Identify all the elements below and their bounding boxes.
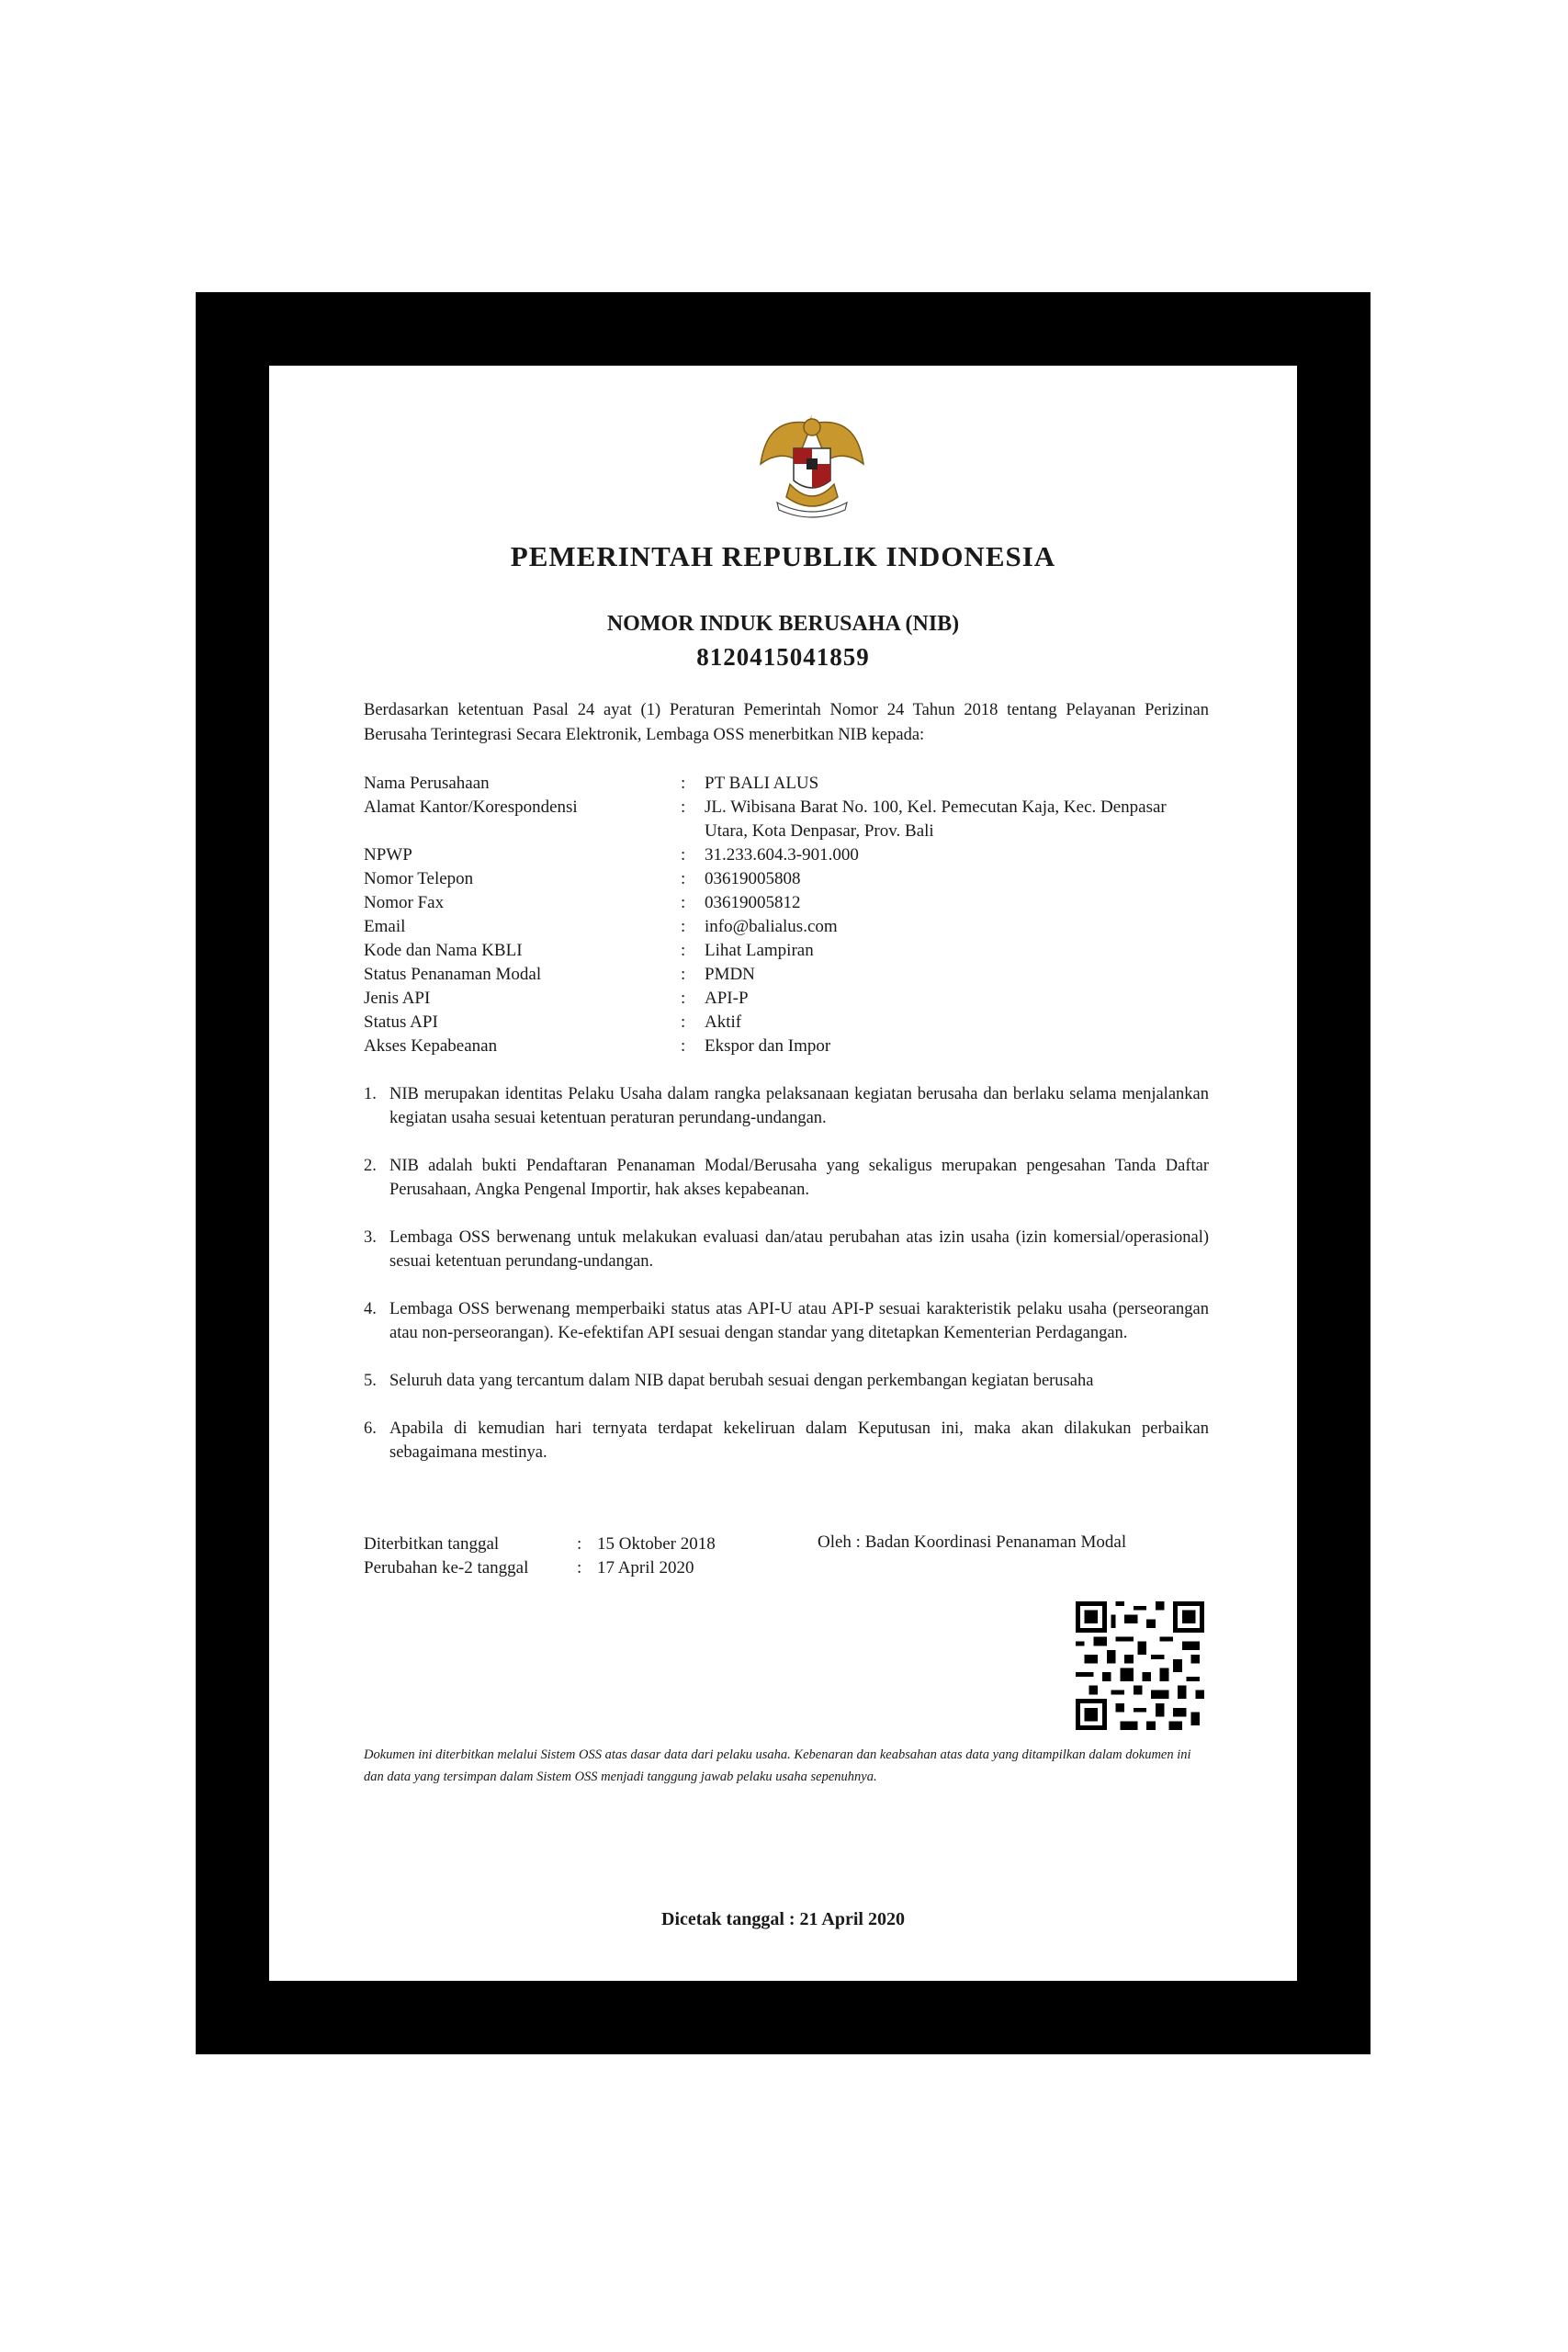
field-value: JL. Wibisana Barat No. 100, Kel. Pemecutan Kaja, Kec. Denpasar Utara, Kota Denpasar, Prov. Bali [705, 797, 1167, 841]
disclaimer: Dokumen ini diterbitkan melalui Sistem OSS atas dasar data dari pelaku usaha. Kebenaran dan keabsahan atas data yang ditampilkan dalam dokumen ini dan data yang tersimpan dalam Sistem OSS menjadi tanggung jawab pelaku usaha sepenuhnya. [364, 1747, 1191, 1784]
field-value: PT BALI ALUS [705, 774, 819, 793]
field-value: PMDN [705, 965, 755, 984]
field-value: info@balialus.com [705, 917, 838, 936]
field-row: Nama Perusahaan : PT BALI ALUS [364, 772, 1209, 796]
field-row: Jenis API : API-P [364, 987, 1209, 1011]
field-row: Nomor Telepon : 03619005808 [364, 867, 1209, 891]
field-row: Status Penanaman Modal : PMDN [364, 963, 1209, 987]
list-item: 6. Apabila di kemudian hari ternyata terdapat kekeliruan dalam Keputusan ini, maka akan dilakukan perbaikan sebagaimana mestinya. [364, 1419, 1209, 1462]
company-details [364, 772, 1209, 1058]
list-item: 1. NIB merupakan identitas Pelaku Usaha dalam rangka pelaksanaan kegiatan berusaha dan berlaku selama menjalankan kegiatan usaha sesuai ketentuan peraturan perundang-undangan. [364, 1085, 1209, 1127]
field-label: Nama Perusahaan [364, 774, 490, 793]
field-value: 03619005812 [705, 893, 801, 912]
list-item: 3. Lembaga OSS berwenang untuk melakukan evaluasi dan/atau perubahan atas izin usaha (izin komersial/operasional) sesuai ketentuan perundang-undangan. [364, 1228, 1209, 1271]
field-label: Nomor Telepon [364, 869, 474, 888]
black-frame [196, 292, 1371, 2054]
field-row: Kode dan Nama KBLI : Lihat Lampiran [364, 939, 1209, 963]
notes-list [364, 1082, 1209, 1488]
field-value: API-P [705, 989, 749, 1008]
document-title: NOMOR INDUK BERUSAHA (NIB) [606, 612, 960, 636]
field-label: Email [364, 917, 406, 936]
issuer: Oleh : Badan Koordinasi Penanaman Modal [818, 1532, 1127, 1552]
changed-date: 17 April 2020 [597, 1558, 694, 1577]
issue-dates: Diterbitkan tanggal : 15 Oktober 2018 Perubahan ke-2 tanggal : 17 April 2020 [364, 1532, 716, 1580]
field-value: Ekspor dan Impor [705, 1036, 831, 1056]
list-item: 5. Seluruh data yang tercantum dalam NIB dapat berubah sesuai dengan perkembangan kegiatan berusaha [364, 1372, 1094, 1390]
changed-label: Perubahan ke-2 tanggal [364, 1558, 529, 1577]
field-label: Akses Kepabeanan [364, 1036, 498, 1056]
issued-label: Diterbitkan tanggal [364, 1534, 500, 1554]
field-label: Kode dan Nama KBLI [364, 941, 523, 960]
issued-date: 15 Oktober 2018 [597, 1534, 716, 1554]
field-label: Status API [364, 1012, 438, 1032]
printed-date: Dicetak tanggal : 21 April 2020 [661, 1909, 905, 1929]
field-row: Nomor Fax : 03619005812 [364, 891, 1209, 915]
list-item: 4. Lembaga OSS berwenang memperbaiki status atas API-U atau API-P sesuai karakteristik pelaku usaha (perseorangan atau non-perseorangan). Ke-efektifan API sesuai dengan standar yang ditetapkan Kementerian Perdagangan. [364, 1300, 1209, 1342]
field-label: Alamat Kantor/Korespondensi [364, 797, 578, 817]
field-value: Aktif [705, 1012, 742, 1032]
certificate-page [269, 366, 1297, 1981]
field-row: Status API : Aktif [364, 1011, 1209, 1035]
qr-code-icon [1076, 1601, 1204, 1730]
field-row: Email : info@balialus.com [364, 915, 1209, 939]
government-title: PEMERINTAH REPUBLIK INDONESIA [510, 540, 1056, 572]
field-row: Alamat Kantor/Korespondensi : JL. Wibisana Barat No. 100, Kel. Pemecutan Kaja, Kec. Denpasar Utara, Kota Denpasar, Prov. Bali [364, 796, 1209, 843]
list-item: 2. NIB adalah bukti Pendaftaran Penanaman Modal/Berusaha yang sekaligus merupakan pengesahan Tanda Daftar Perusahaan, Angka Pengenal Importir, hak akses kepabeanan. [364, 1157, 1209, 1199]
field-row: Akses Kepabeanan : Ekspor dan Impor [364, 1035, 1209, 1058]
field-label: Status Penanaman Modal [364, 965, 542, 984]
nib-number: 8120415041859 [696, 643, 870, 671]
field-value: 03619005808 [705, 869, 801, 888]
field-label: Nomor Fax [364, 893, 445, 912]
field-value: 31.233.604.3-901.000 [705, 845, 859, 865]
field-label: NPWP [364, 845, 412, 865]
field-value: Lihat Lampiran [705, 941, 814, 960]
garuda-emblem-icon [757, 407, 867, 522]
field-label: Jenis API [364, 989, 431, 1008]
intro-paragraph: Berdasarkan ketentuan Pasal 24 ayat (1) Peraturan Pemerintah Nomor 24 Tahun 2018 tentang Pelayanan Perizinan Berusaha Terintegrasi Secara Elektronik, Lembaga OSS menerbitkan NIB kepada: [364, 701, 1209, 744]
field-row: NPWP : 31.233.604.3-901.000 [364, 843, 1209, 867]
